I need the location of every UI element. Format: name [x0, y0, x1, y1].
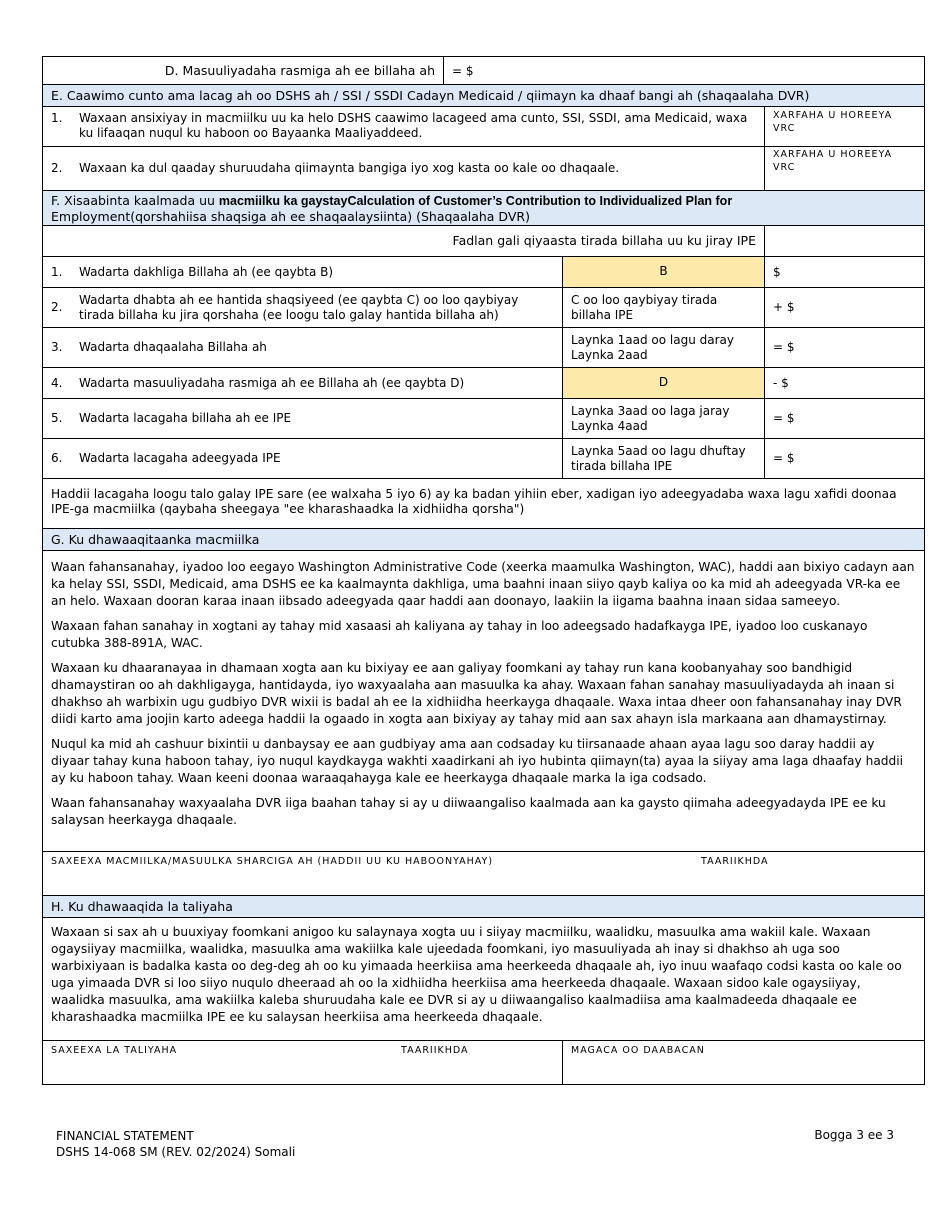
calc-ref-b: B [563, 257, 765, 287]
footer-left [56, 1128, 295, 1160]
calc-row-3: 3. Wadarta dhaqaalaha Billaha ah Laynka 1aad oo lagu daray Laynka 2aad = $ [43, 328, 924, 368]
calc-value-field-3[interactable]: = $ [773, 340, 795, 354]
vrc-initials-field[interactable]: XARFAHA U HOREEYA VRC [773, 149, 893, 173]
row-d-value-field[interactable]: = $ [452, 64, 474, 78]
section-h-body [43, 918, 924, 1041]
calc-row-4: 4. Wadarta masuuliyadaha rasmiga ah ee Billaha ah (ee qaybta D) D - $ [43, 368, 924, 399]
calc-value-field-4[interactable]: - $ [773, 376, 789, 390]
calc-ref-d: D [563, 368, 765, 398]
counselor-signature-row [43, 1041, 924, 1084]
ipe-months-field[interactable] [765, 226, 924, 256]
section-h-paragraph: Waxaan si sax ah u buuxiyay foomkani anigoo ku salaynaya xogta uu i siiyay macmiilku, waalidku, masuulka ama wakiil kale. Waxaan ogaysiiyay macmiilka, waalidka, masuulka ama wakiilka kale ujeedada foomkani, iyo masuuliyada ah inay si dhakhso ah uga soo warbixiyaan is badalka kasta oo deg-deg ah oo ku yimaada heerkiisa ama heerkeeda dhaqaale ah, iyo inuu waafaqo codsi kasta oo kale oo uga yimaada DVR si loo siiyo nuqulo dheeraad ah oo la xidhiidha heerkiisa ama heerkeeda dhaqaale. Waxaan sidoo kale ogaysiiyay, waalidka masuulka, ama wakiilka kaleba shuruudaha kale ee DVR si ay u diiwaangaliso kaalmadiisa ama kaalmadeeda dhaqaale ee kharashaadka macmiilka IPE ee ku salaysan heerkiisa ama heerkeeda dhaqaale. [51, 925, 902, 1024]
customer-signature-field[interactable] [43, 852, 693, 895]
section-g-paragraph: Waan fahansanahay waxyaalaha DVR iiga baahan tahay si ay u diiwaangaliso kaalmada aan ka gaysto qiimaha adeegyadayda IPE ee ku salaysan heerkayga dhaqaale. [51, 796, 886, 827]
section-g-body [43, 551, 924, 852]
section-f-note-row [43, 479, 924, 529]
counselor-signature-label: SAXEEXA LA TALIYAHA [51, 1045, 178, 1056]
calc-value-field-5[interactable]: = $ [773, 411, 795, 425]
ipe-months-label: Fadlan gali qiyaasta tirada billaha uu ku jiray IPE [43, 226, 765, 256]
section-f-note: Haddii lacagaha loogu talo galay IPE sare (ee walxaha 5 iyo 6) ay ka badan yihiin eber, xadigan iyo adeegyadaba waxa lagu xafidi doonaa IPE-ga macmiilka (qaybaha sheegaya "ee kharashaadka la xidhiidha qorsha") [51, 487, 897, 516]
item-number: 2. [51, 161, 63, 175]
section-f-header: F. Xisaabinta kaalmada uu macmiilku ka gaystayCalculation of Customer’s Contribution to Individualized Plan for Employment(qorshahiisa shaqsiga ah ee shaqaalaysiinta) (Shaqaalaha DVR) [43, 191, 924, 226]
customer-signature-row [43, 852, 924, 896]
section-e-item-2 [43, 147, 924, 191]
financial-statement-form [42, 56, 925, 1085]
footer-form-id: DSHS 14-068 SM (REV. 02/2024) Somali [56, 1145, 296, 1159]
calc-row-5: 5. Wadarta lacagaha billaha ah ee IPE Laynka 3aad oo laga jaray Laynka 4aad = $ [43, 399, 924, 439]
customer-date-field[interactable] [693, 852, 924, 895]
calc-row-1: 1. Wadarta dakhliga Billaha ah (ee qaybta B) B $ [43, 257, 924, 288]
section-h-header: H. Ku dhawaaqida la taliyaha [43, 896, 924, 918]
calc-row-2: 2. Wadarta dhabta ah ee hantida shaqsiyeed (ee qaybta C) oo loo qaybiyay tirada billaha ku jira qorshaha (ee loogu talo galay hantida billaha ah) C oo loo qaybiyay tirada billaha IPE + $ [43, 288, 924, 328]
customer-signature-label: SAXEEXA MACMIILKA/MASUULKA SHARCIGA AH (HADDII UU KU HABOONYAHAY) [51, 856, 494, 867]
calc-ref-line5-times-months: Laynka 5aad oo lagu dhuftay tirada billaha IPE [563, 439, 765, 478]
calc-ref-c: C oo loo qaybiyay tirada billaha IPE [563, 288, 765, 327]
counselor-date-field[interactable] [393, 1041, 563, 1084]
customer-date-label: TAARIIKHDA [701, 856, 769, 867]
page-number: Bogga 3 ee 3 [814, 1128, 894, 1142]
section-g-paragraph: Waan fahansanahay, iyadoo loo eegayo Washington Administrative Code (xeerka maamulka Washington, WAC), haddi aan bixiyo cadayn aan ka helay SSI, SSDI, Medicaid, ama DSHS ee ka kaalmaynta dakhliga, uma baahni inaan siiyo qayb kaliya oo ka mid ah adeegyada VR-ka ee an helo. Waxaan dooran karaa inaan iibsado adeegyada qaar haddi aan doonayo, laakiin la iigama baahna inaan sidaa sameeyo. [51, 560, 915, 608]
section-e-header: E. Caawimo cunto ama lacag ah oo DSHS ah / SSI / SSDI Cadayn Medicaid / qiimayn ka dhaaf bangi ah (shaqaalaha DVR) [43, 85, 924, 107]
calc-value-field-6[interactable]: = $ [773, 451, 795, 465]
calc-value-field-1[interactable]: $ [773, 265, 781, 279]
calc-value-field-2[interactable]: + $ [773, 300, 795, 314]
calc-ref-line1-plus-line2: Laynka 1aad oo lagu daray Laynka 2aad [563, 328, 765, 367]
item-text: Waxaan ansixiyay in macmiilku uu ka helo DSHS caawimo lacageed ama cunto, SSI, SSDI, ama Medicaid, waxa ku lifaaqan nuqul ku haboon oo Bayaanka Maaliyaddeed. [79, 111, 748, 140]
vrc-initials-field[interactable]: XARFAHA U HOREEYA VRC [773, 110, 893, 134]
section-e-item-1 [43, 107, 924, 147]
item-text: Waxaan ka dul qaaday shuruudaha qiimaynta bangiga iyo xog kasta oo kale oo dhaqaale. [79, 161, 620, 175]
calc-row-6: 6. Wadarta lacagaha adeegyada IPE Laynka 5aad oo lagu dhuftay tirada billaha IPE = $ [43, 439, 924, 479]
section-g-header: G. Ku dhawaaqitaanka macmiilka [43, 529, 924, 551]
footer-title: FINANCIAL STATEMENT [56, 1129, 194, 1143]
printed-name-label: MAGACA OO DAABACAN [571, 1045, 705, 1056]
counselor-signature-field[interactable] [43, 1041, 393, 1084]
item-number: 1. [51, 111, 63, 125]
section-g-paragraph: Waxaan fahan sanahay in xogtani ay tahay mid xasaasi ah kaliyana ay tahay in loo adeegsado hadafkayga IPE, iyadoo loo cuskanayo cutubka 388-891A, WAC. [51, 619, 868, 650]
printed-name-field[interactable] [563, 1041, 924, 1084]
section-g-paragraph: Nuqul ka mid ah cashuur bixintii u danbaysay ee aan gudbiyay ama aan codsaday ku tiirsanaade ahaan ayaa lagu soo daray haddii ay diyaar tahay kuna haboon tahay, iyo nuqul kaydkayga wakhti xaadirkani ah iyo hubinta qiimayn(ta) ayaa la siiyay ama laga dhaafay haddii ay ku haboon tahay. Waan keeni doonaa waraaqahayga kale ee heerkayga dhaqaale marka la iga codsado. [51, 737, 904, 785]
row-d [43, 57, 924, 85]
counselor-date-label: TAARIIKHDA [401, 1045, 469, 1056]
row-d-label: D. Masuuliyadaha rasmiga ah ee billaha ah [43, 57, 444, 84]
section-g-paragraph: Waxaan ku dhaaranayaa in dhamaan xogta aan ku bixiyay ee aan galiyay foomkani ay tahay run kana koobanyahay soo bandhigid dhamaystiran oo ah dakhligayga, hantidayda, iyo waxyaalaha aan masuulka ka ahay. Waxaan fahan sanahay masuuliyadayda ah inaan si dhakhso ah warbixin ugu gudbiyo DVR wixii is badal ah ee la xidhiidha heerkayga dhaqaale. Waxa intaa dheer oon fahansanahay inay DVR diidi karto ama joojin karto adeega haddii la ogaado in xogta aan bixiyay ay tahay mid aan sax ahayn isla markaana aan dhamaystirnay. [51, 661, 902, 726]
calc-ref-line3-minus-line4: Laynka 3aad oo laga jaray Laynka 4aad [563, 399, 765, 438]
ipe-months-row [43, 226, 924, 257]
